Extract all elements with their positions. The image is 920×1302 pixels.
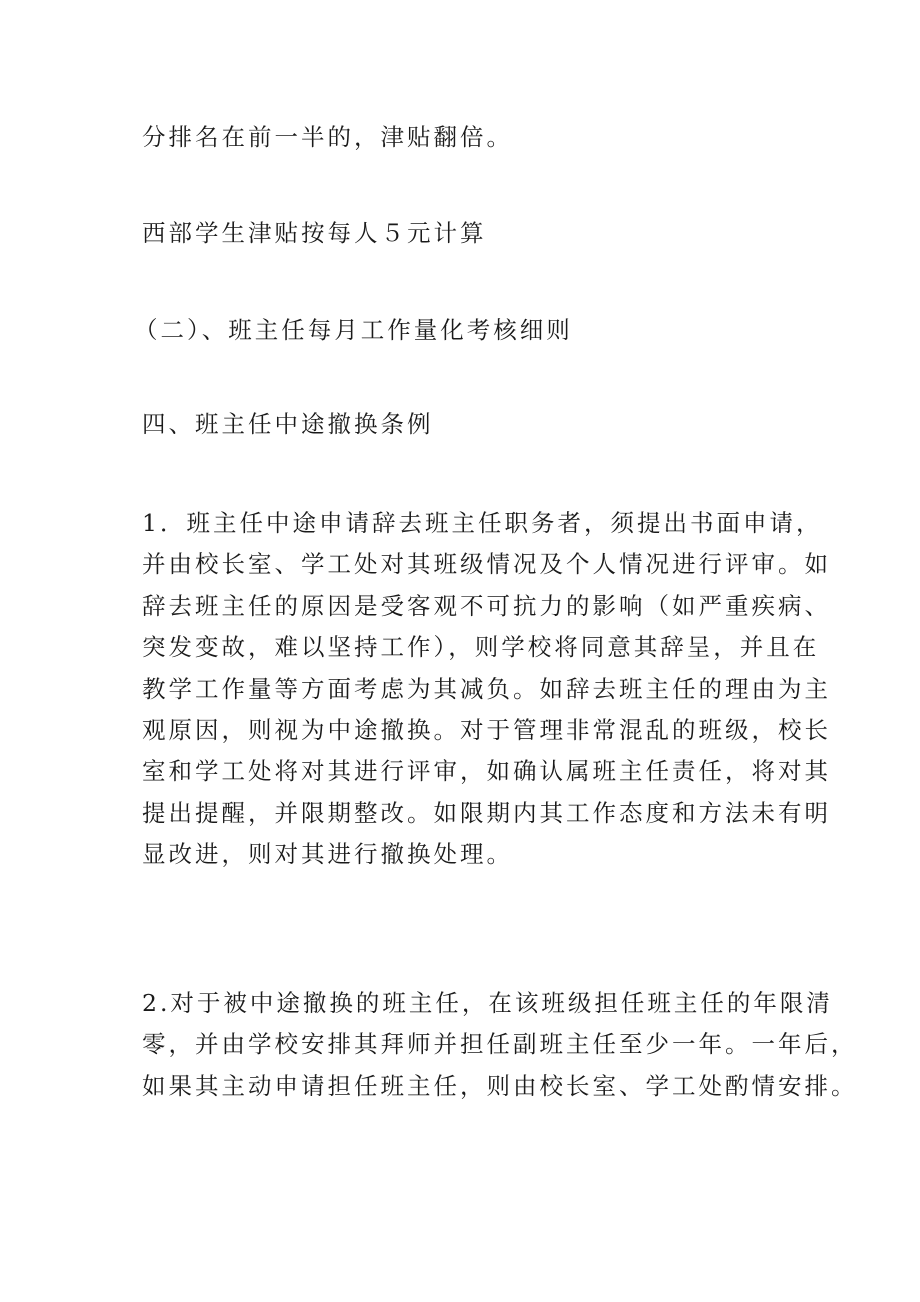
paragraph-rule-1 [142, 503, 831, 876]
paragraph-rule-2 [142, 983, 858, 1107]
text-line: 显改进，则对其进行撤换处理。 [142, 840, 513, 869]
text-line: 零，并由学校安排其拜师并担任副班主任至少一年。一年后， [142, 1030, 858, 1059]
text-line: 辞去班主任的原因是受客观不可抗力的影响（如严重疾病、 [142, 591, 831, 620]
text-line: 提出提醒，并限期整改。如限期内其工作态度和方法未有明 [142, 798, 831, 827]
paragraph-allowance-double [142, 117, 513, 158]
text-line: （二）、班主任每月工作量化考核细则 [134, 316, 573, 344]
text-line: 如果其主动申请担任班主任，则由校长室、学工处酌情安排。 [142, 1071, 858, 1100]
text-line: 分排名在前一半的，津贴翻倍。 [142, 123, 513, 151]
text-line: 2.对于被中途撤换的班主任，在该班级担任班主任的年限清 [142, 989, 833, 1017]
text-line: 四、班主任中途撤换条例 [142, 410, 434, 438]
section-heading-replacement-rules [142, 404, 434, 445]
paragraph-western-students [142, 213, 487, 254]
text-line: 1．班主任中途申请辞去班主任职务者，须提出书面申请， [142, 509, 823, 537]
text-line: 西部学生津贴按每人５元计算 [142, 219, 487, 247]
text-line: 室和学工处将对其进行评审，如确认属班主任责任，将对其 [142, 757, 831, 786]
section-heading-monthly-assessment [134, 310, 573, 351]
text-line: 突发变故，难以坚持工作），则学校将同意其辞呈，并且在 [142, 633, 820, 662]
text-line: 观原因，则视为中途撤换。对于管理非常混乱的班级，校长 [142, 716, 831, 745]
text-line: 教学工作量等方面考虑为其减负。如辞去班主任的理由为主 [142, 674, 831, 703]
text-line: 并由校长室、学工处对其班级情况及个人情况进行评审。如 [142, 550, 831, 579]
